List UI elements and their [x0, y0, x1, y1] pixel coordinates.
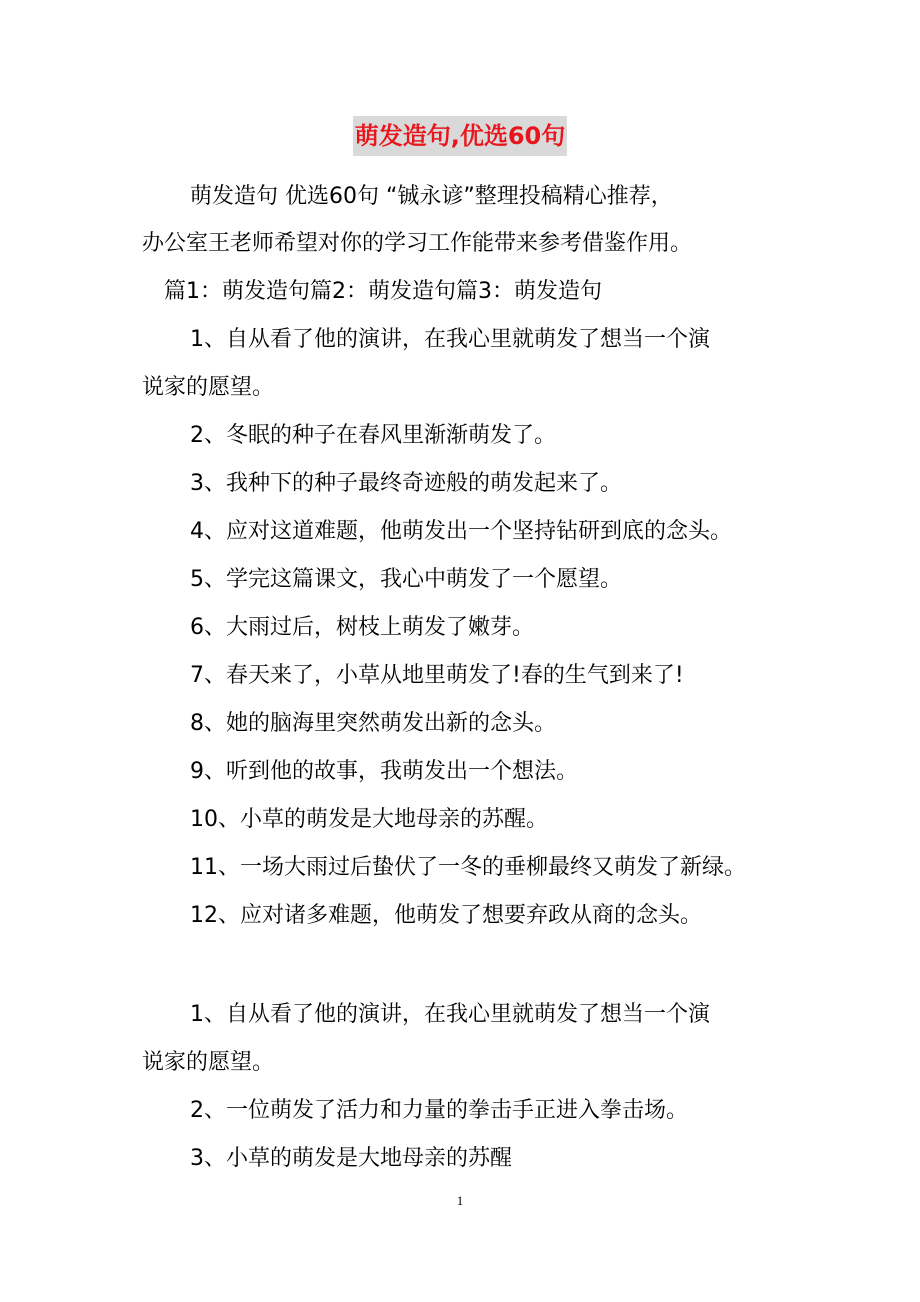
intro-line-2: 办公室王老师希望对你的学习工作能带来参考借鉴作用。: [142, 231, 693, 256]
sentence-line: 9、听到他的故事，我萌发出一个想法。: [190, 759, 578, 784]
sentence-line: 说家的愿望。: [142, 375, 275, 400]
sentence-line: 说家的愿望。: [142, 1050, 275, 1075]
sentence-line: 4、应对这道难题，他萌发出一个坚持钻研到底的念头。: [190, 519, 732, 544]
sentence-line: 10、小草的萌发是大地母亲的苏醒。: [190, 807, 548, 832]
sentence-line: 3、小草的萌发是大地母亲的苏醒: [190, 1146, 512, 1171]
sentence-line: 2、一位萌发了活力和力量的拳击手正进入拳击场。: [190, 1098, 688, 1123]
sentence-line: 5、学完这篇课文，我心中萌发了一个愿望。: [190, 567, 622, 592]
sentence-line: 8、她的脑海里突然萌发出新的念头。: [190, 711, 556, 736]
sentence-line: 12、应对诸多难题，他萌发了想要弃政从商的念头。: [190, 903, 702, 928]
intro-line-1: 萌发造句 优选60句 “铖永谚”整理投稿精心推荐，: [190, 184, 673, 209]
document-title: [0, 116, 920, 159]
page-number: 1: [456, 1193, 464, 1208]
sentence-line: 3、我种下的种子最终奇迹般的萌发起来了。: [190, 471, 622, 496]
sentence-line: 2、冬眠的种子在春风里渐渐萌发了。: [190, 423, 556, 448]
sentence-line: 6、大雨过后，树枝上萌发了嫩芽。: [190, 615, 534, 640]
sections-line: 篇1：萌发造句篇2：萌发造句篇3：萌发造句: [164, 279, 602, 304]
sentence-line: 1、自从看了他的演讲，在我心里就萌发了想当一个演: [190, 327, 710, 352]
sentence-line: 1、自从看了他的演讲，在我心里就萌发了想当一个演: [190, 1002, 710, 1027]
sentence-line: 7、春天来了，小草从地里萌发了!春的生气到来了!: [190, 663, 684, 688]
document-title-text: 萌发造句,优选60句: [353, 116, 568, 156]
sentence-line: 11、一场大雨过后蛰伏了一冬的垂柳最终又萌发了新绿。: [190, 855, 746, 880]
